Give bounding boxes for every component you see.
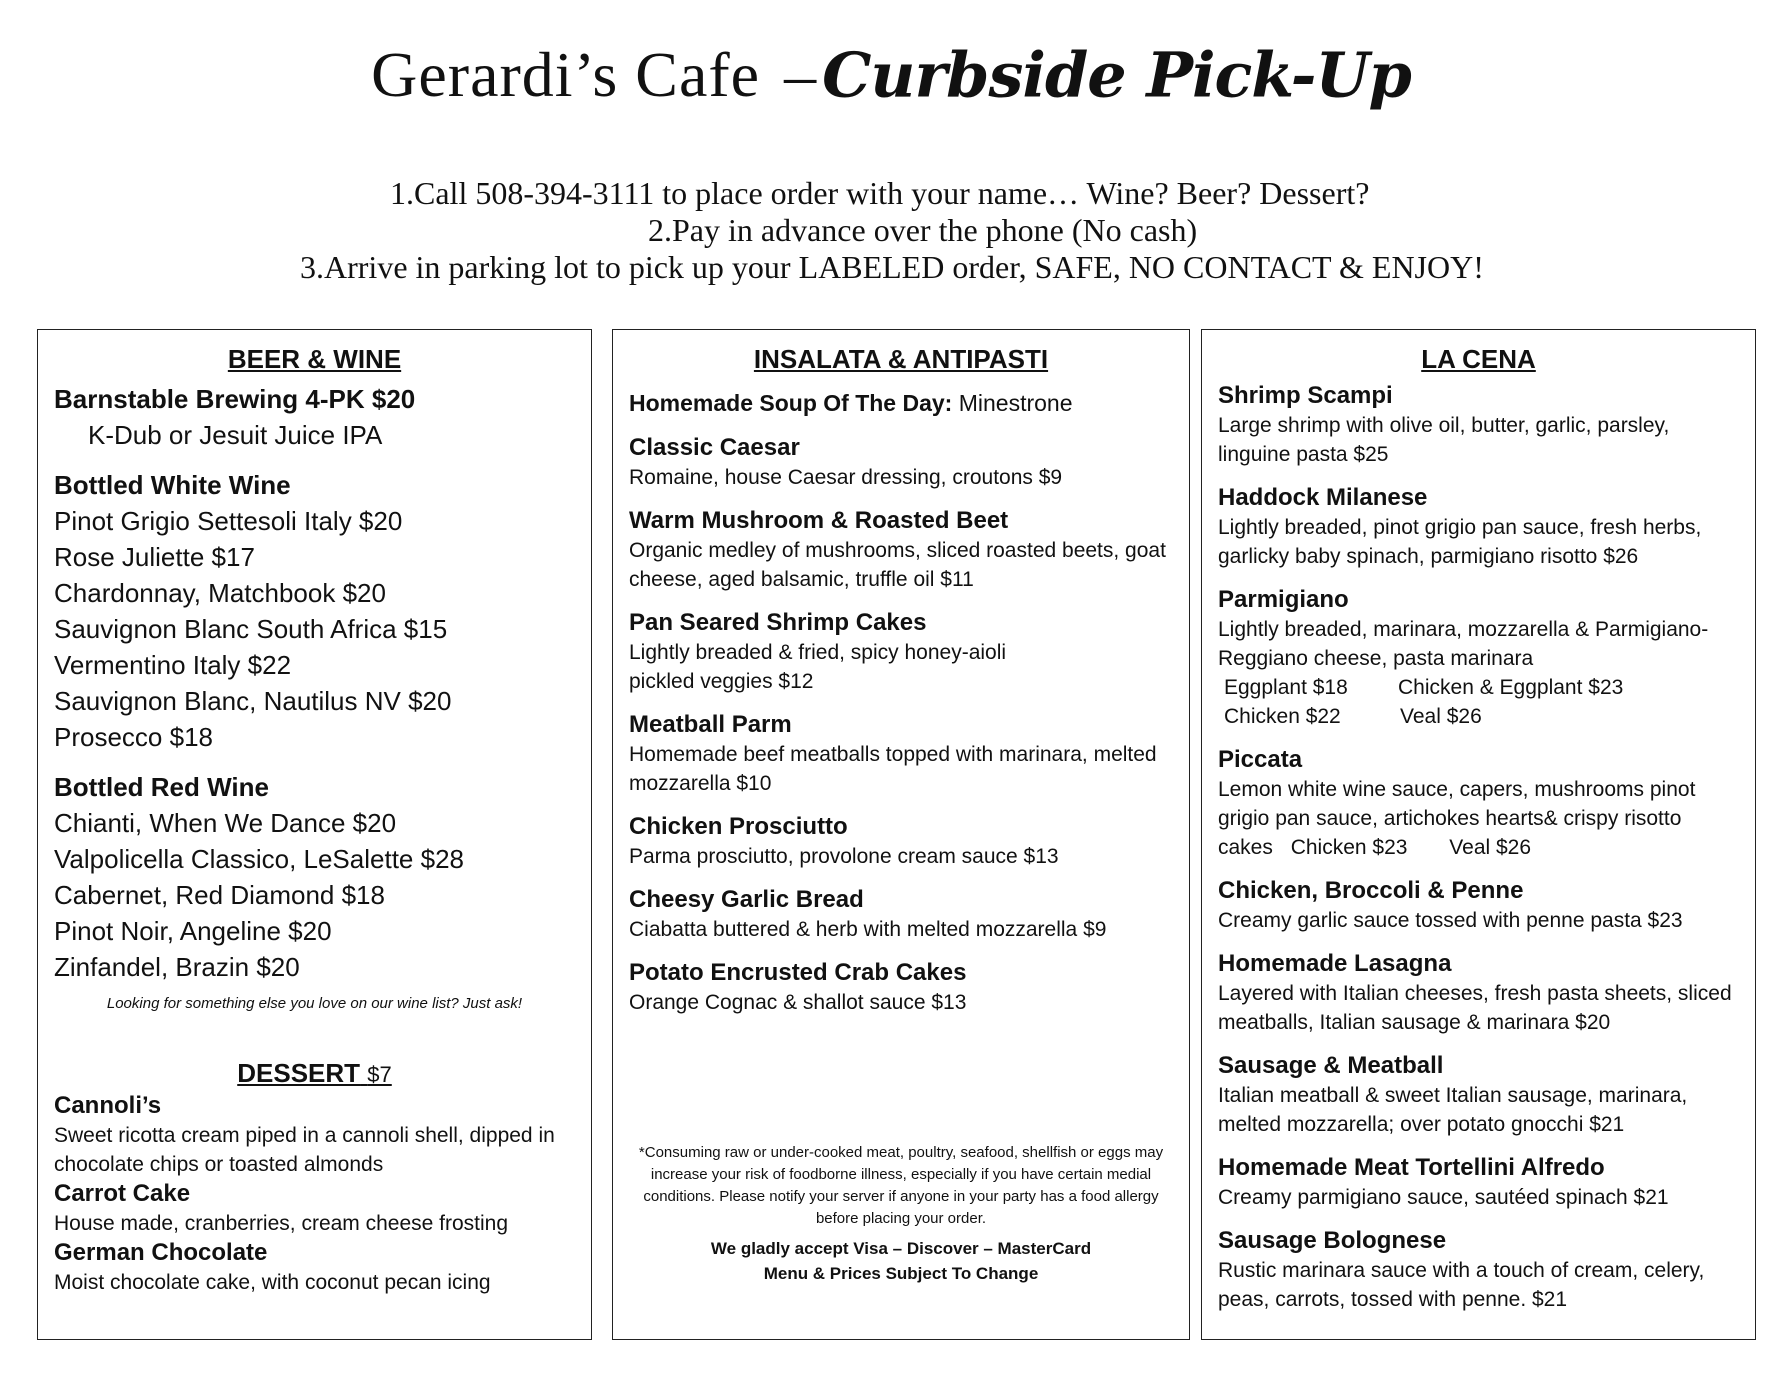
food-safety-disclaimer: *Consuming raw or under-cooked meat, poultry, seafood, shellfish or eggs may increase your risk of foodborne illness, especially if you have certain medial conditions. Please notify your server if anyone in your party has a food allergy before placing your order. [638,1144,1164,1227]
white-wine-title: Bottled White Wine [54,470,291,500]
menu-item: Meatball Parm Homemade beef meatballs topped with marinara, melted mozzarella $10 [629,711,1157,795]
wine-item: Rose Juliette $17 [54,542,255,572]
dessert-item: Cannoli’s Sweet ricotta cream piped in a cannoli shell, dipped in chocolate chips or toasted almonds [54,1092,555,1176]
price-option: Chicken & Eggplant $23 [1398,676,1624,699]
wine-item: Chianti, When We Dance $20 [54,808,397,838]
beer-options: K-Dub or Jesuit Juice IPA [88,420,383,450]
step-2: 2.Pay in advance over the phone (No cash) [648,212,1198,248]
menu-header [0,0,1782,320]
price-option: Eggplant $18 [1224,676,1348,699]
menu-item: Warm Mushroom & Roasted Beet Organic medley of mushrooms, sliced roasted beets, goat cheese, aged balsamic, truffle oil $11 [629,507,1166,591]
wine-item: Sauvignon Blanc South Africa $15 [54,614,448,644]
price-option: Chicken $22 [1224,705,1341,728]
beer-wine-panel [37,329,592,1340]
menu-item: Potato Encrusted Crab Cakes Orange Cognac & shallot sauce $13 [629,959,967,1014]
wine-item: Cabernet, Red Diamond $18 [54,880,385,910]
price-option: Veal $26 [1400,705,1482,728]
menu-item: Shrimp Scampi Large shrimp with olive oil, butter, garlic, parsley, linguine pasta $25 [1218,382,1670,466]
wine-item: Prosecco $18 [54,722,213,752]
price-option: Veal $26 [1449,836,1532,859]
wine-item: Chardonnay, Matchbook $20 [54,578,386,608]
curbside-title: Curbside Pick-Up [822,38,1411,112]
wine-item: Pinot Grigio Settesoli Italy $20 [54,506,403,536]
menu-item: Sausage Bolognese Rustic marinara sauce with a touch of cream, celery, peas, carrots, tossed with penne. $21 [1218,1227,1705,1311]
dessert-item: German Chocolate Moist chocolate cake, with coconut pecan icing [54,1239,491,1294]
wine-list-note: Looking for something else you love on our wine list? Just ask! [106,995,523,1012]
wine-item: Valpolicella Classico, LeSalette $28 [54,844,464,874]
la-cena-panel [1201,329,1756,1340]
menu-item: Chicken, Broccoli & Penne Creamy garlic sauce tossed with penne pasta $23 [1218,877,1683,932]
red-wine-title: Bottled Red Wine [54,772,269,802]
order-steps [0,175,1782,286]
la-cena-title: LA CENA [1421,344,1536,374]
beer-line: Barnstable Brewing 4-PK $20 [54,384,416,414]
menu-item: Pan Seared Shrimp Cakes Lightly breaded & fried, spicy honey-aioli pickled veggies $12 [629,609,1007,693]
wine-item: Sauvignon Blanc, Nautilus NV $20 [54,686,452,716]
menu-item: Homemade Meat Tortellini Alfredo Creamy parmigiano sauce, sautéed spinach $21 [1218,1154,1669,1209]
price-option: Chicken $23 [1290,836,1408,859]
title-dash: – [784,39,817,110]
step-3: 3.Arrive in parking lot to pick up your LABELED order, SAFE, NO CONTACT & ENJOY! [300,249,1484,285]
menu-item: Piccata Lemon white wine sauce, capers, mushrooms pinot grigio pan sauce, artichokes hearts& crispy risotto cakes Chicken $23 Veal $26 [1218,746,1696,859]
antipasti-title: INSALATA & ANTIPASTI [753,344,1049,374]
antipasti-panel [612,329,1190,1340]
menu-item: Cheesy Garlic Bread Ciabatta buttered & herb with melted mozzarella $9 [629,886,1107,941]
menu-item: Sausage & Meatball Italian meatball & sweet Italian sausage, marinara, melted mozzarella; over potato gnocchi $21 [1218,1052,1688,1136]
dessert-title [54,1058,575,1089]
dessert-heading: DESSERT [237,1058,361,1088]
beer-wine-title: BEER & WINE [227,344,402,374]
dessert-price: $7 [367,1062,392,1087]
wine-item: Pinot Noir, Angeline $20 [54,916,332,946]
payment-note: We gladly accept Visa – Discover – MasterCard Menu & Prices Subject To Change [710,1239,1092,1283]
dessert-item: Carrot Cake House made, cranberries, cream cheese frosting [54,1180,509,1235]
menu-item: Chicken Prosciutto Parma prosciutto, provolone cream sauce $13 [629,813,1059,868]
page-title [0,38,1782,112]
wine-item: Zinfandel, Brazin $20 [54,952,300,982]
soup-of-the-day: Homemade Soup Of The Day: Minestrone [629,390,1073,416]
menu-item: Homemade Lasagna Layered with Italian cheeses, fresh pasta sheets, sliced meatballs, Italian sausage & marinara $20 [1218,950,1732,1034]
menu-item: Parmigiano Lightly breaded, marinara, mozzarella & Parmigiano-Reggiano cheese, pasta marinara Eggplant $18 Chicken & Eggplant $23 Chicken $22 Veal $26 [1218,585,1739,731]
step-1: 1.Call 508-394-3111 to place order with your name… Wine? Beer? Dessert? [390,175,1370,211]
menu-item: Haddock Milanese Lightly breaded, pinot grigio pan sauce, fresh herbs, garlicky baby spinach, parmigiano risotto $26 [1218,484,1702,568]
cafe-name: Gerardi’s Cafe [371,39,761,110]
wine-item: Vermentino Italy $22 [54,650,292,680]
menu-item: Classic Caesar Romaine, house Caesar dressing, croutons $9 [629,434,1063,489]
